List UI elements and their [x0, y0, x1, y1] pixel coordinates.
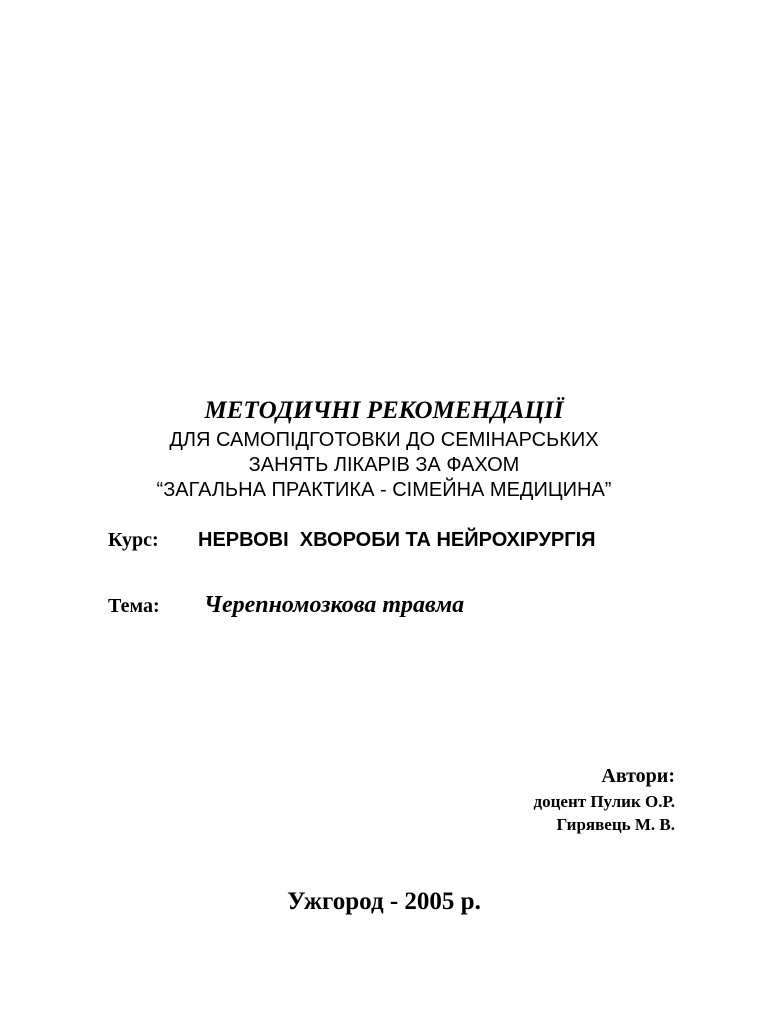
subtitle-line-1: ДЛЯ САМОПІДГОТОВКИ ДО СЕМІНАРСЬКИХ [169, 429, 599, 451]
topic-row [108, 592, 464, 619]
course-label: Курс: [108, 529, 159, 551]
course-value: НЕРВОВІ ХВОРОБИ ТА НЕЙРОХІРУРГІЯ [198, 529, 596, 551]
topic-value: Черепномозкова травма [204, 592, 465, 618]
subtitle-line-3: “ЗАГАЛЬНА ПРАКТИКА - СІМЕЙНА МЕДИЦИНА” [156, 479, 612, 501]
author-name: доцент Пулик О.Р. [533, 792, 675, 811]
place-year: Ужгород - 2005 р. [287, 888, 481, 915]
authors-block [534, 764, 676, 836]
document-title: МЕТОДИЧНІ РЕКОМЕНДАЦІЇ [204, 397, 564, 424]
topic-label: Тема: [108, 595, 160, 617]
author-name: Гирявець М. В. [556, 815, 675, 834]
title-block [0, 394, 768, 503]
course-row [108, 529, 596, 552]
authors-heading: Автори: [601, 765, 675, 787]
subtitle-line-2: ЗАНЯТЬ ЛІКАРІВ ЗА ФАХОМ [248, 454, 520, 476]
